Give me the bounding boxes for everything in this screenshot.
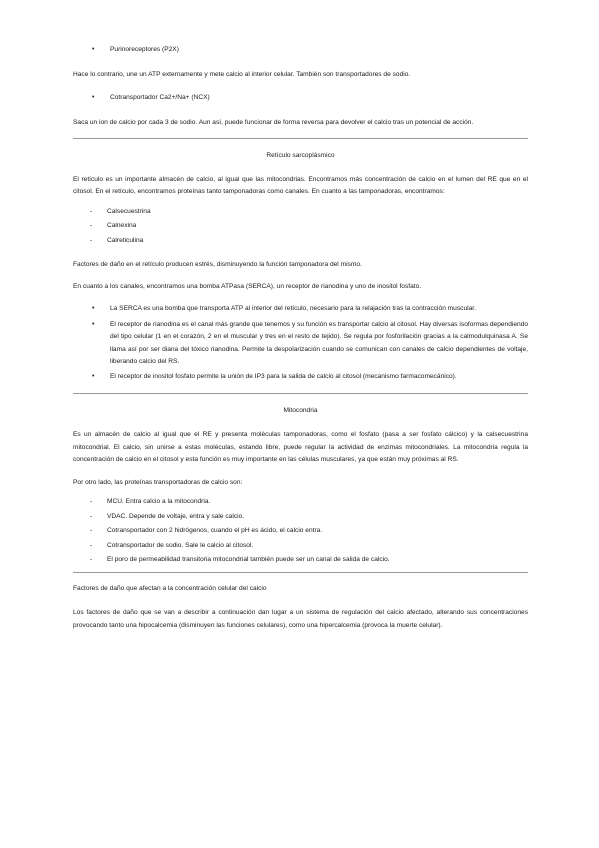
list-item: - Calsecuestrina bbox=[73, 205, 528, 220]
list-item: - Cotransportador con 2 hidrógenos, cuando el pH es ácido, el calcio entra. bbox=[73, 524, 528, 539]
list-item: • Purinoreceptores (P2X) bbox=[73, 44, 528, 56]
paragraph: Hace lo contrario, une un ATP externamente y mete calcio al interior celular. También son transportadores de sodio. bbox=[73, 71, 411, 79]
paragraph: Saca un ion de calcio por cada 3 de sodio. Aun así, puede funcionar de forma reversa para devolver el calcio tras un potencial de acción. bbox=[73, 119, 474, 127]
section-heading: Factores de daño que afectan a la concentración celular del calcio bbox=[73, 584, 267, 592]
list-item: - El poro de permeabilidad transitoria mitocondrial también puede ser un canal de salida de calcio. bbox=[73, 553, 528, 568]
list-item: • Cotransportador Ca2+/Na+ (NCX) bbox=[73, 92, 528, 104]
list-item: • El receptor de rianodina es el canal más grande que tenemos y su función es transportar calcio al citosol. Hay diversas isoformas dependiendo del tipo celular (1 en el corazón, 2 en el muscular y tres en el resto de tejido). Se regula por fosforilación gracias a la calmodulquinasa A. Se llama así por ser diana del tóxico rianodina. Permite la despolarización cuando se comunican con canales de calcio dependientes de voltaje, liberando calcio del RS. bbox=[73, 319, 528, 369]
paragraph: Es un almacén de calcio al igual que el RE y presenta moléculas tamponadoras, como el fosfato (pasa a ser fosfato cálcico) y la calsecuestrina mitocondrial. El calcio, sin unirse a estas moléculas, estando libre, puede regular la actividad de enzimas mitocondriales. La mitocondria regula la concentración de calcio en el citosol y esta función es muy importante en las células musculares, ya que están muy próximas al RS. bbox=[73, 431, 528, 464]
list-item: - MCU. Entra calcio a la mitocondria. bbox=[73, 495, 528, 510]
dash-list bbox=[73, 205, 528, 249]
list-item: - VDAC. Depende de voltaje, entra y sale calcio. bbox=[73, 510, 528, 525]
list-item: • La SERCA es una bomba que transporta ATP al interior del retículo, necesario para la relajación tras la contracción muscular. bbox=[73, 303, 528, 315]
list-item: - Calnexina bbox=[73, 219, 528, 234]
dash-list bbox=[73, 495, 528, 568]
section-heading: Mitocondria bbox=[283, 406, 318, 414]
document-page bbox=[73, 44, 528, 632]
paragraph: Los factores de daño que se van a describir a continuación dan lugar a un sistema de regulación del calcio afectado, alterando sus concentraciones provocando tanto una hipocalcemia (disminuyen las funciones celulares), como una hipercalcemia (provoca la muerte celular). bbox=[73, 609, 528, 629]
bullet-list bbox=[73, 92, 528, 104]
paragraph: Por otro lado, las proteínas transportadoras de calcio son: bbox=[73, 478, 243, 486]
paragraph: Factores de daño en el retículo producen estrés, disminuyendo la función tamponadora del mismo. bbox=[73, 260, 362, 268]
paragraph: El retículo es un importante almacén de calcio, al igual que las mitocondrias. Encontramos más concentración de calcio en el lumen del RE que en el citosol. En el retículo, encontramos proteínas tanto tamponadoras como canales. En cuanto a las tamponadoras, encontramos: bbox=[73, 176, 528, 196]
bullet-list bbox=[73, 44, 528, 56]
list-item: - Cotransportador de sodio. Sale le calcio al citosol. bbox=[73, 539, 528, 554]
paragraph: En cuanto a los canales, encontramos una bomba ATPasa (SERCA), un receptor de rianodina y uno de inositol fosfato. bbox=[73, 283, 422, 291]
list-item: - Calreticulina bbox=[73, 234, 528, 249]
section-heading: Retículo sarcoplásmico bbox=[266, 151, 335, 159]
list-item: • El receptor de inositol fosfato permite la unión de IP3 para la salida de calcio al citosol (mecanismo farmacomecánico). bbox=[73, 371, 528, 383]
bullet-list bbox=[73, 303, 528, 383]
